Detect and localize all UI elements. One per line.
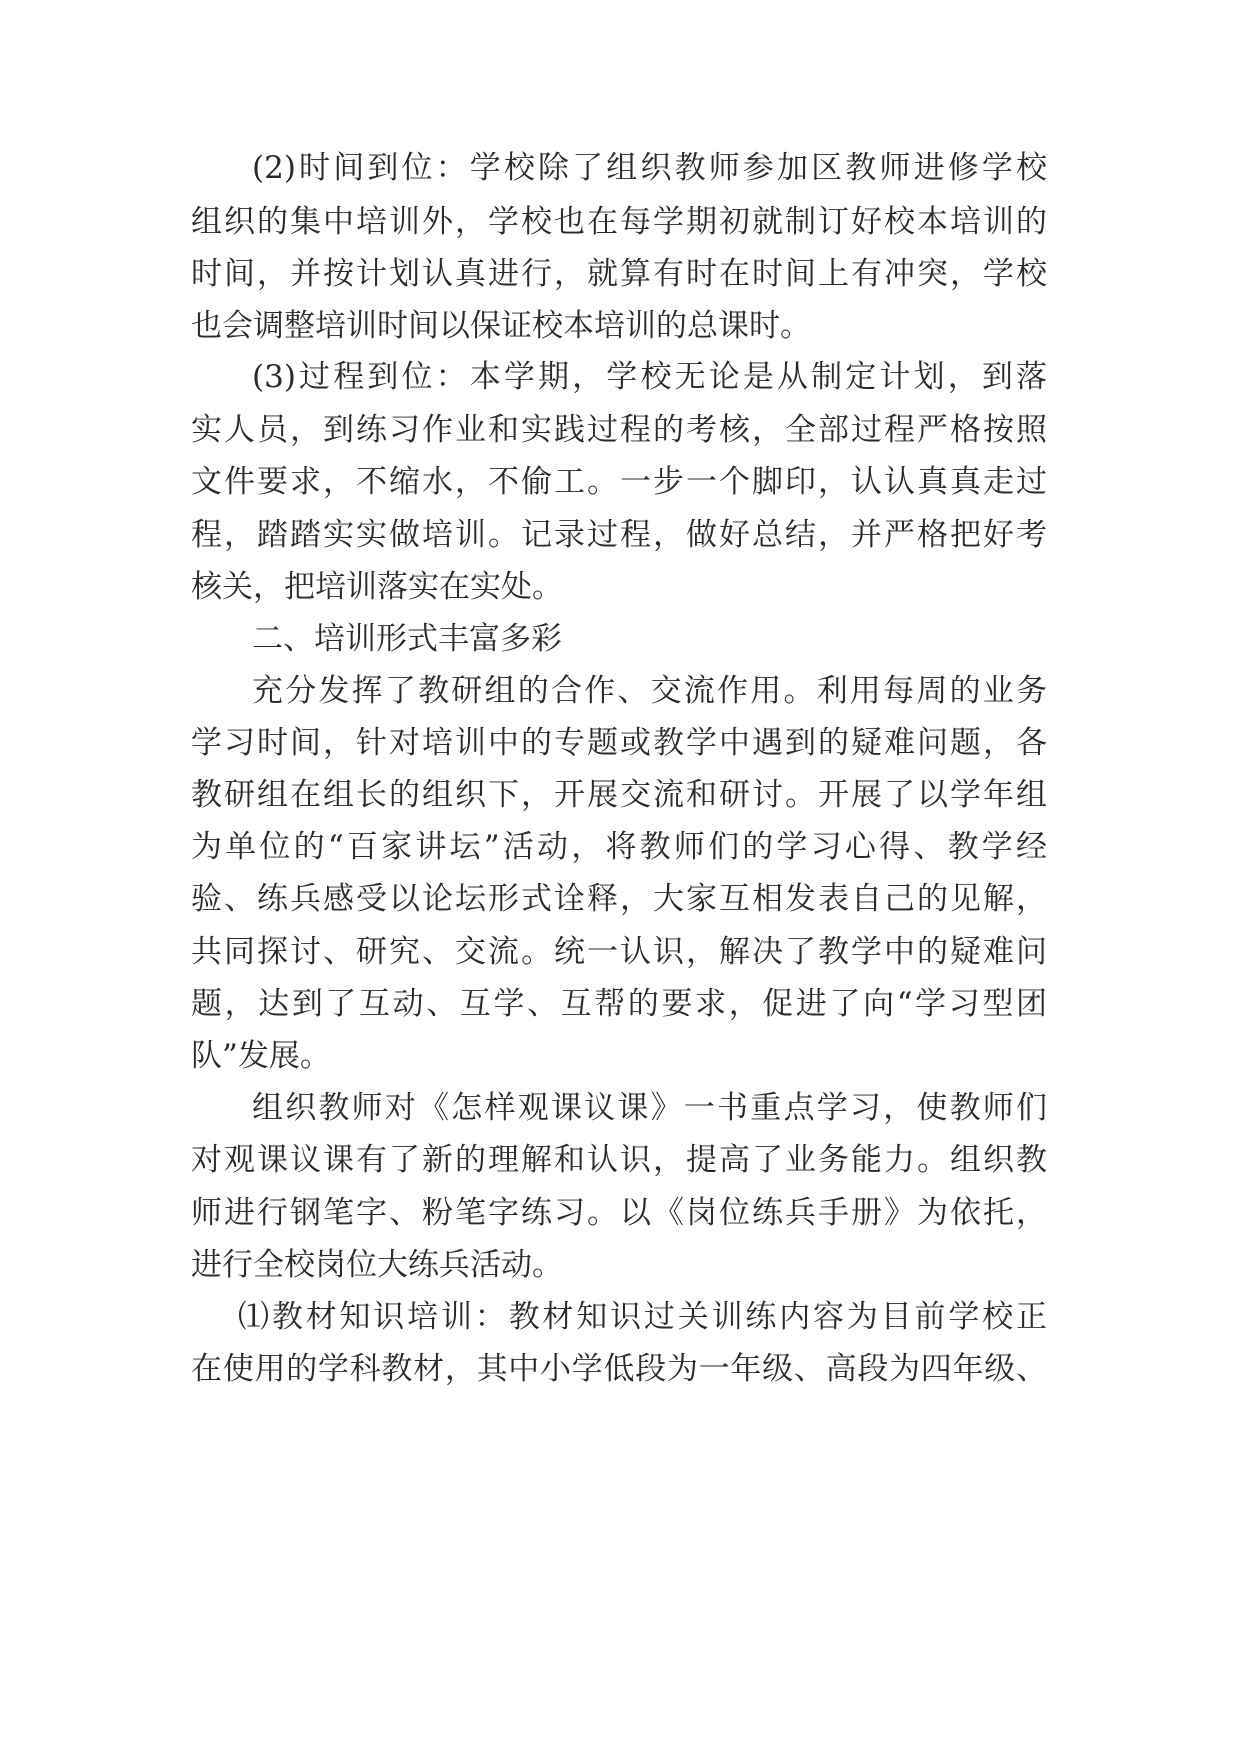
text-line: 组织的集中培训外，学校也在每学期初就制订好校本培训的	[191, 204, 1047, 240]
text-line: 核关，把培训落实在实处。	[191, 569, 563, 605]
text-line: 实人员，到练习作业和实践过程的考核，全部过程严格按照	[191, 412, 1047, 448]
text-line: 验、练兵感受以论坛形式诠释，大家互相发表自己的见解，	[191, 881, 1047, 917]
text-line: (2)时间到位：学校除了组织教师参加区教师进修学校	[252, 150, 1047, 186]
text-line: 题，达到了互动、互学、互帮的要求，促进了向“学习型团	[191, 986, 1047, 1022]
text-line: (3)过程到位：本学期，学校无论是从制定计划，到落	[252, 359, 1047, 395]
text-line: 队”发展。	[191, 1038, 331, 1074]
text-line: 组织教师对《怎样观课议课》一书重点学习，使教师们	[252, 1090, 1047, 1126]
text-line: 教研组在组长的组织下，开展交流和研讨。开展了以学年组	[191, 777, 1047, 813]
text-line: 也会调整培训时间以保证校本培训的总课时。	[191, 308, 811, 344]
text-line: 充分发挥了教研组的合作、交流作用。利用每周的业务	[252, 673, 1047, 709]
text-line: 共同探讨、研究、交流。统一认识，解决了教学中的疑难问	[191, 934, 1047, 970]
text-line: 文件要求，不缩水，不偷工。一步一个脚印，认认真真走过	[191, 464, 1047, 500]
text-line: 为单位的“百家讲坛”活动，将教师们的学习心得、教学经	[191, 829, 1047, 865]
text-line: 时间，并按计划认真进行，就算有时在时间上有冲突，学校	[191, 256, 1047, 292]
text-line: 进行全校岗位大练兵活动。	[191, 1247, 563, 1283]
text-line: 师进行钢笔字、粉笔字练习。以《岗位练兵手册》为依托，	[191, 1195, 1047, 1231]
text-line: 学习时间，针对培训中的专题或教学中遇到的疑难问题，各	[191, 725, 1047, 761]
text-line: 程，踏踏实实做培训。记录过程，做好总结，并严格把好考	[191, 517, 1047, 553]
text-line: ⑴教材知识培训：教材知识过关训练内容为目前学校正	[238, 1299, 1047, 1335]
text-line: 对观课议课有了新的理解和认识，提高了业务能力。组织教	[191, 1142, 1047, 1178]
text-line: 在使用的学科教材，其中小学低段为一年级、高段为四年级、	[191, 1351, 1047, 1387]
section-heading: 二、培训形式丰富多彩	[252, 621, 562, 657]
